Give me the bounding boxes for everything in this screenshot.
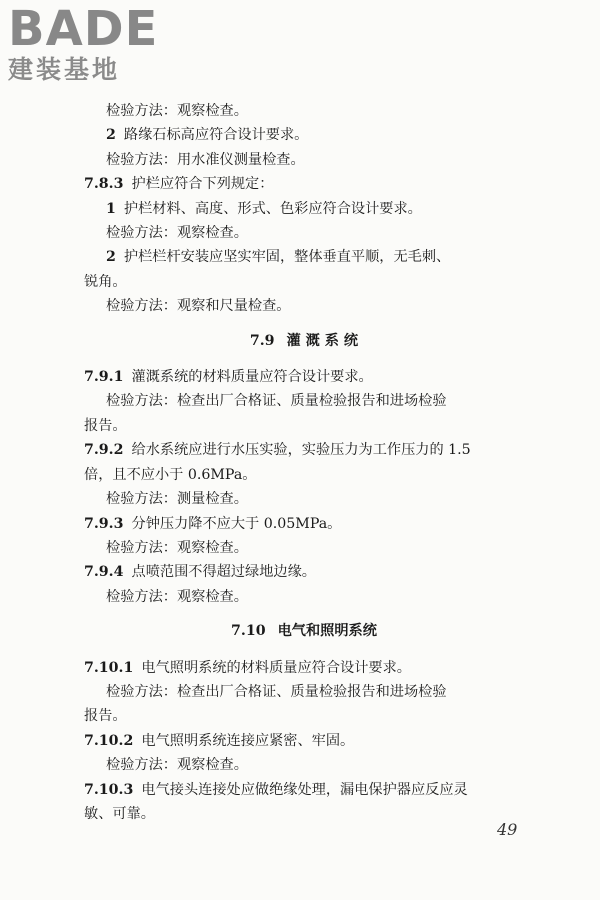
clause-number: 7.10.2	[84, 732, 134, 749]
list-item	[84, 123, 524, 147]
inspection-method-line: 检验方法：观察检查。	[106, 757, 248, 774]
clause-number: 7.9.4	[84, 564, 124, 581]
clause-text: 电气照明系统的材料质量应符合设计要求。	[141, 659, 411, 676]
page-number: 49	[497, 820, 518, 839]
inspection-method-line: 检验方法：测量检查。	[106, 491, 248, 508]
clause-text: 分钟压力降不应大于 0.05MPa。	[131, 515, 342, 532]
list-item	[84, 245, 524, 269]
clause-number: 7.10.3	[84, 781, 134, 798]
continuation-line: 报告。	[84, 708, 127, 725]
clause-number: 7.10.1	[84, 659, 134, 676]
section-number: 7.9	[249, 332, 275, 349]
inspection-method-line: 检验方法：检查出厂合格证、质量检验报告和进场检验	[106, 683, 447, 700]
item-text: 路缘石标高应符合设计要求。	[123, 127, 309, 144]
clause-7-9-3	[84, 512, 524, 536]
continuation-line: 报告。	[84, 417, 127, 434]
continuation-line: 倍，且不应小于 0.6MPa。	[84, 466, 257, 483]
section-title: 电气和照明系统	[277, 623, 377, 640]
clause-number: 7.8.3	[84, 176, 124, 193]
continuation-line: 锐角。	[84, 273, 127, 290]
clause-number: 7.9.1	[84, 369, 124, 386]
inspection-method-line: 检验方法：观察检查。	[106, 225, 248, 242]
continuation-line: 敏、可靠。	[84, 805, 155, 822]
clause-text: 给水系统应进行水压实验，实验压力为工作压力的 1.5	[131, 442, 471, 459]
inspection-method-line: 检验方法：检查出厂合格证、质量检验报告和进场检验	[106, 393, 447, 410]
inspection-method-line: 检验方法：观察检查。	[106, 588, 248, 605]
inspection-method-line: 检验方法：观察和尺量检查。	[106, 298, 291, 315]
clause-7-9-1	[84, 365, 524, 389]
item-text: 护栏材料、高度、形式、色彩应符合设计要求。	[123, 200, 422, 217]
clause-7-10-3	[84, 778, 524, 802]
item-number: 1	[106, 200, 116, 217]
item-text: 护栏栏杆安装应坚实牢固，整体垂直平顺，无毛刺、	[123, 249, 451, 266]
clause-text: 电气照明系统连接应紧密、牢固。	[141, 732, 355, 749]
clause-number: 7.9.3	[84, 515, 124, 532]
clause-text: 护栏应符合下列规定：	[131, 176, 274, 193]
item-number: 2	[106, 249, 116, 266]
clause-text: 灌溉系统的材料质量应符合设计要求。	[131, 369, 373, 386]
item-number: 2	[106, 127, 116, 144]
clause-text: 点喷范围不得超过绿地边缘。	[131, 564, 316, 581]
clause-7-8-3	[84, 172, 524, 196]
clause-7-9-2	[84, 438, 524, 462]
logo-subtitle: 建装基地	[8, 55, 121, 84]
section-number: 7.10	[231, 623, 266, 640]
section-title: 灌 溉 系 统	[286, 332, 359, 349]
logo-brand: BADE	[8, 1, 159, 57]
clause-7-9-4	[84, 560, 524, 584]
clause-7-10-1	[84, 656, 524, 680]
clause-text: 电气接头连接处应做绝缘处理，漏电保护器应反应灵	[141, 781, 468, 798]
page-body	[84, 99, 524, 826]
inspection-method-line: 检验方法：用水准仪测量检查。	[106, 151, 305, 168]
clause-number: 7.9.2	[84, 442, 124, 459]
list-item	[84, 197, 524, 221]
inspection-method-line: 检验方法：观察检查。	[106, 103, 248, 119]
bade-logo	[8, 1, 159, 84]
section-heading-7-9	[84, 329, 524, 353]
clause-7-10-2	[84, 729, 524, 753]
inspection-method-line: 检验方法：观察检查。	[106, 539, 248, 556]
section-heading-7-10	[84, 619, 524, 643]
